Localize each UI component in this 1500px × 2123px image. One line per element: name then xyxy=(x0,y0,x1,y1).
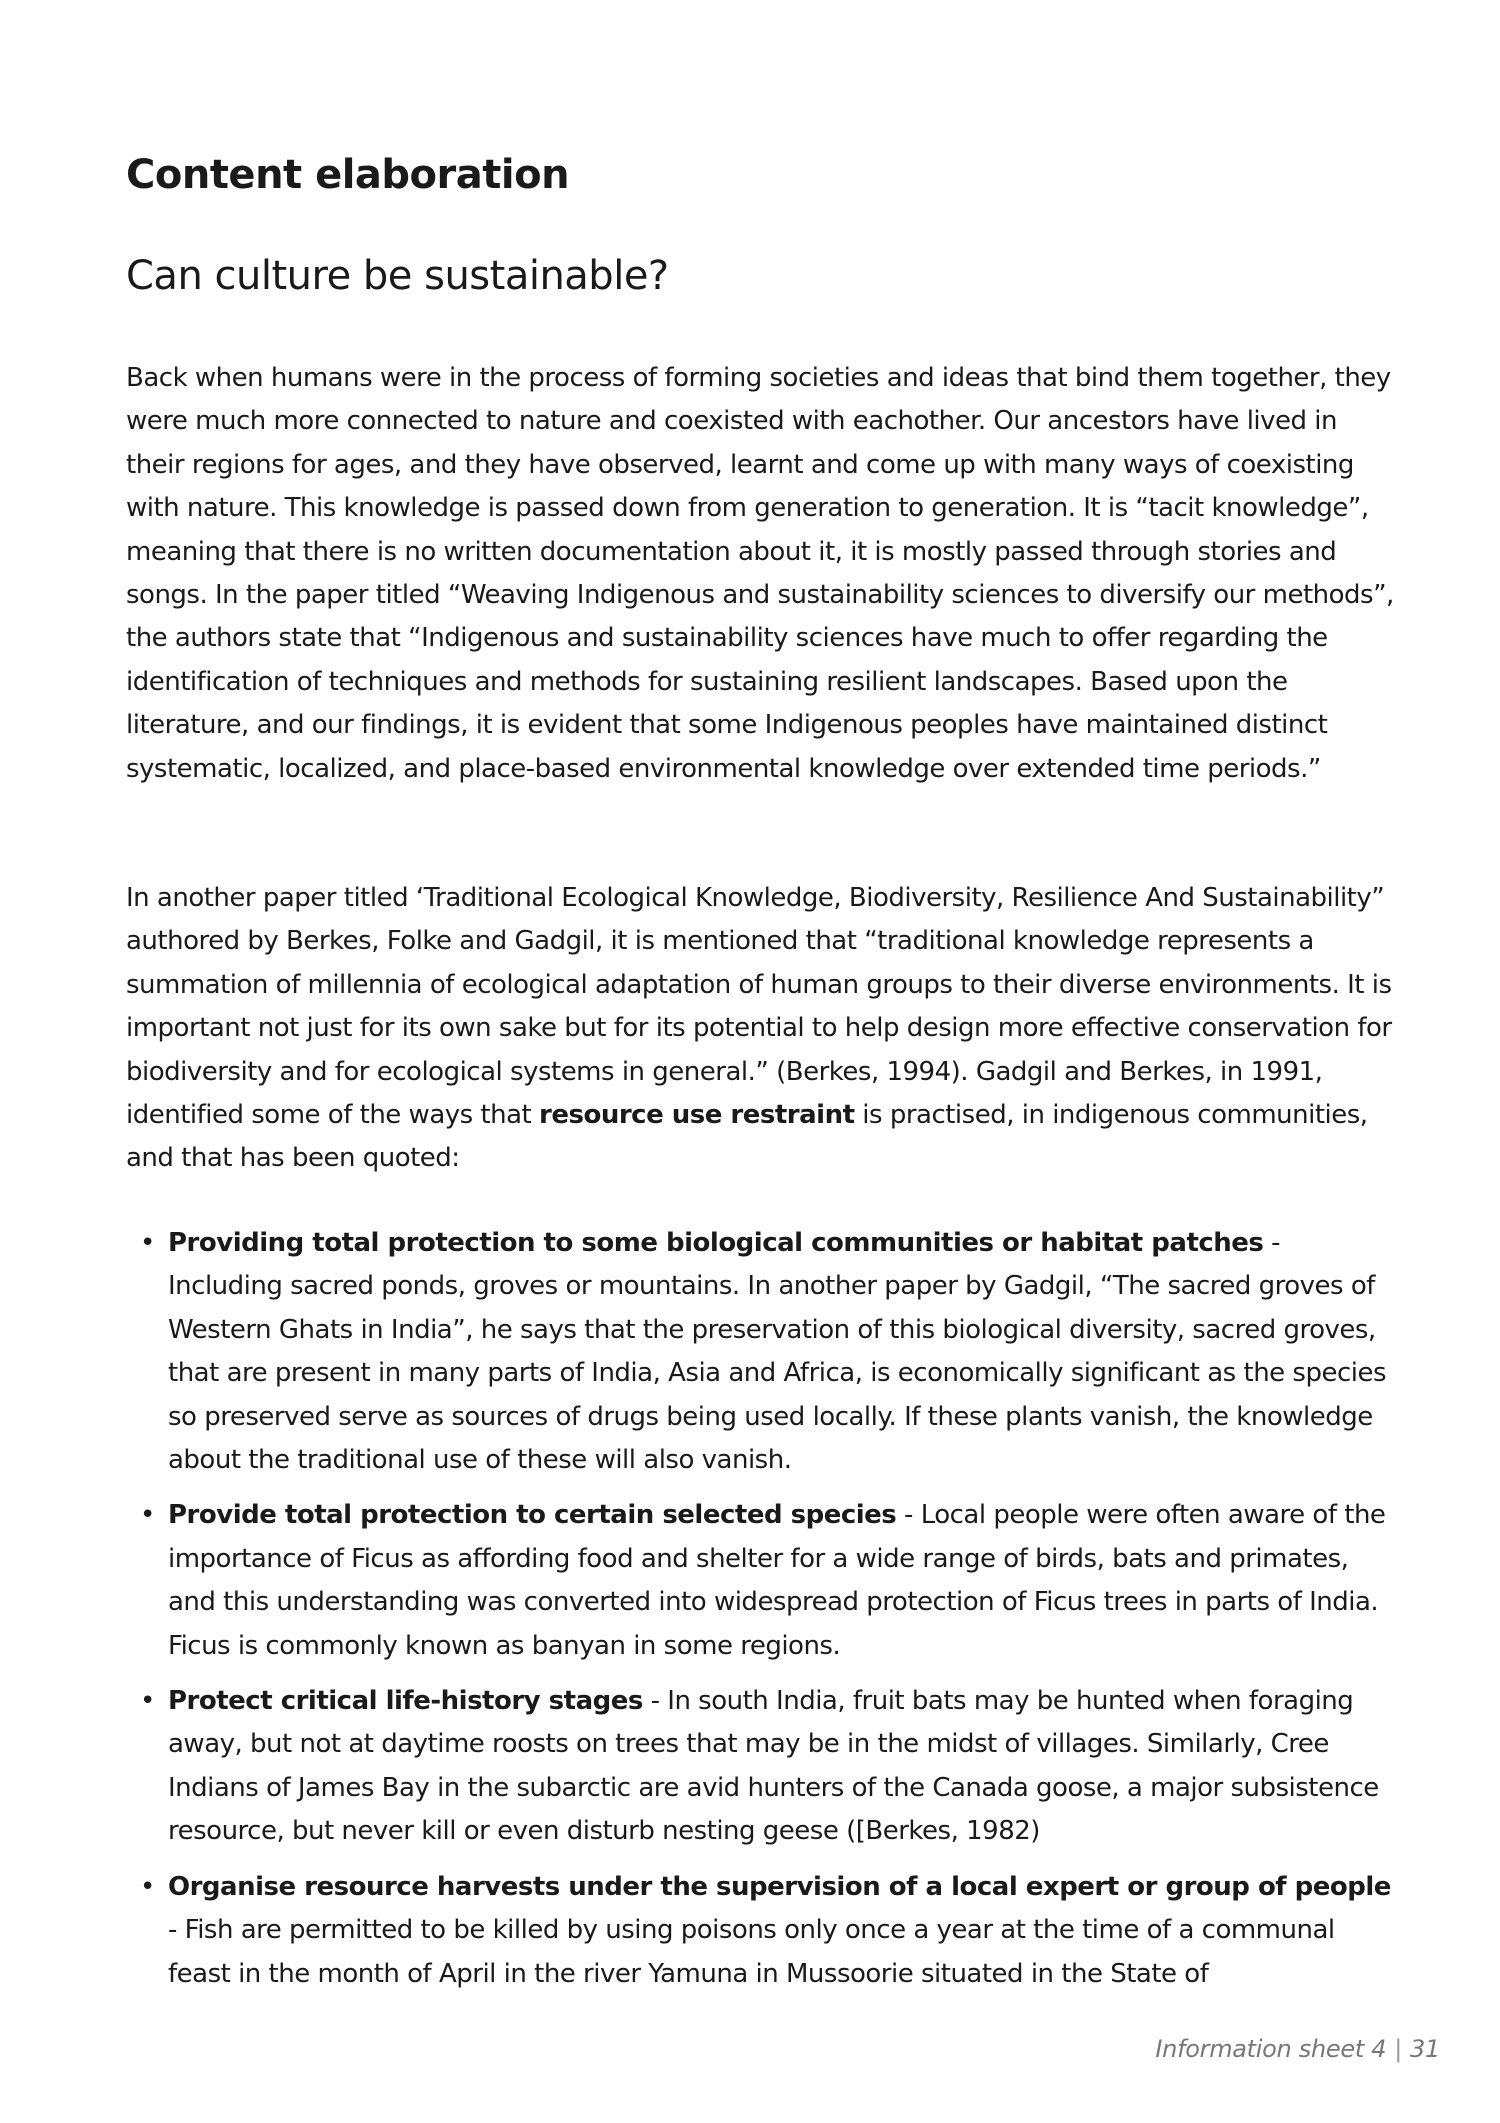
list-item-title: Protect critical life-history stages xyxy=(168,1686,643,1717)
bullet-icon: • xyxy=(140,1686,155,1717)
list-item xyxy=(126,1866,1396,1996)
paragraph-2-text-end: is practised, in indigenous communities, and that has been quoted: xyxy=(126,1100,1368,1174)
list-item xyxy=(126,1680,1396,1854)
page-heading: Content elaboration xyxy=(126,152,570,198)
list-item xyxy=(126,1494,1396,1668)
list-item-text: - Including sacred ponds, groves or mountains. In another paper by Gadgil, “The sacred groves of Western Ghats in India”, he says that the preservation of this biological diversity, sacred groves, that are present in many parts of India, Asia and Africa, is economically significant as the species so preserved serve as sources of drugs being used locally. If these plants vanish, the knowledge about the traditional use of these will also vanish. xyxy=(168,1228,1387,1476)
restraint-practices-list xyxy=(126,1222,1396,2008)
body-paragraph-1: Back when humans were in the process of forming societies and ideas that bind them together, they were much more connected to nature and coexisted with eachother. Our ancestors have lived in their regions for ages, and they have observed, learnt and come up with many ways of coexisting with nature. This knowledge is passed down from generation to generation. It is “tacit knowledge”, meaning that there is no written documentation about it, it is mostly passed through stories and songs. In the paper titled “Weaving Indigenous and sustainability sciences to diversify our methods”, the authors state that “Indigenous and sustainability sciences have much to offer regarding the identification of techniques and methods for sustaining resilient landscapes. Based upon the literature, and our findings, it is evident that some Indigenous peoples have maintained distinct systematic, localized, and place-based environmental knowledge over extended time periods.” xyxy=(126,363,1394,784)
footer-separator: | xyxy=(1394,2035,1403,2063)
list-item xyxy=(126,1222,1396,1482)
bullet-icon: • xyxy=(140,1228,155,1258)
bullet-icon: • xyxy=(140,1500,155,1531)
list-item-title: Provide total protection to certain selected species xyxy=(168,1500,897,1531)
footer-sheet-label: Information sheet 4 xyxy=(1155,2035,1387,2063)
paragraph-2-text-start: In another paper titled ‘Traditional Ecological Knowledge, Biodiversity, Resilience And Sustainability” authored by Berkes, Folke and Gadgil, it is mentioned that “traditional knowledge represents a summation of millennia of ecological adaptation of human groups to their diverse environments. It is important not just for its own sake but for its potential to help design more effective conservation for biodiversity and for ecological systems in general.” (Berkes, 1994). Gadgil and Berkes, in 1991, identified some of the ways that xyxy=(126,883,1392,1131)
bullet-icon: • xyxy=(140,1871,155,1902)
page-number: 31 xyxy=(1410,2035,1440,2063)
list-item-text: - In south India, fruit bats may be hunted when foraging away, but not at daytime roosts on trees that may be in the midst of villages. Similarly, Cree Indians of James Bay in the subarctic are avid hunters of the Canada goose, a major subsistence resource, but never kill or even disturb nesting geese ([Berkes, 1982) xyxy=(168,1686,1379,1847)
list-item-text: - Local people were often aware of the importance of Ficus as affording food and shelter for a wide range of birds, bats and primates, and this understanding was converted into widespread protection of Ficus trees in parts of India. Ficus is commonly known as banyan in some regions. xyxy=(168,1500,1386,1661)
list-item-text: - Fish are permitted to be killed by using poisons only once a year at the time of a communal feast in the month of April in the river Yamuna in Mussoorie situated in the State of xyxy=(168,1915,1335,1989)
list-item-title: Providing total protection to some biological communities or habitat patches xyxy=(168,1228,1264,1258)
body-paragraph-2 xyxy=(126,877,1396,1181)
list-item-title: Organise resource harvests under the supervision of a local expert or group of people xyxy=(168,1871,1391,1902)
page-footer xyxy=(1155,2035,1440,2063)
paragraph-2-bold-term: resource use restraint xyxy=(539,1100,855,1131)
section-subheading: Can culture be sustainable? xyxy=(126,253,669,299)
